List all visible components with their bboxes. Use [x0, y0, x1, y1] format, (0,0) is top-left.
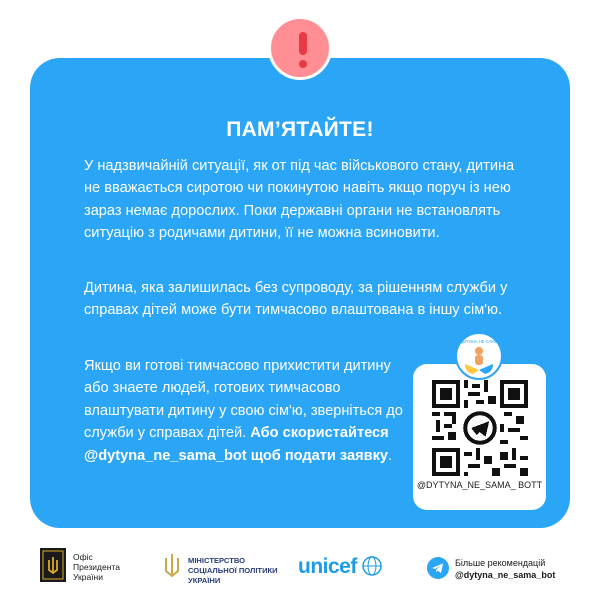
alert-icon [268, 16, 332, 80]
paragraph-3-bold: Або скористайтеся @dytyna_ne_sama_bot щоб подати заявку [84, 425, 389, 464]
presidential-seal-icon [40, 548, 66, 582]
unicef-globe-icon [362, 556, 382, 576]
unicef-label: unicef [298, 555, 357, 578]
paragraph-3-text: Якщо ви готові тимчасово прихистити дитину або знаете людей, готових тимчасово влаштувати дитину у свою сім'ю, зверніться до служби у справах дітей. [84, 358, 403, 442]
paragraph-2: Дитина, яка залишилась без супроводу, за рішенням служби у справах дітей може бути тимчасово влаштована в іншу сім'ю. [84, 280, 508, 319]
telegram-icon[interactable] [427, 557, 449, 584]
paragraph-3-end: . [388, 447, 393, 464]
unicef-logo [298, 555, 382, 579]
page-title: ПАМ’ЯТАЙТЕ! [226, 118, 374, 141]
ministry-logo [163, 551, 181, 586]
trident-icon [163, 551, 181, 581]
ministry-label: МІНІСТЕРСТВО СОЦІАЛЬНОЇ ПОЛІТИКИ УКРАЇНИ [188, 556, 278, 585]
paragraph-1: У надзвичайній ситуації, як от під час військового стану, дитина не вважається сиротою чи покинутою навіть якщо поруч із нею зараз немає дорослих. Поки державні органи не встановлять ситуацію з родичами дитини, її не можна всиновити. [84, 158, 515, 242]
qr-card[interactable] [413, 364, 546, 510]
badge-text: ДИТИНА НЕ САМА [460, 339, 498, 344]
paragraph-3 [84, 355, 404, 467]
bot-handle[interactable]: @dytyna_ne_sama_bot [455, 570, 556, 580]
office-label: Офіс Президента України [73, 552, 120, 582]
qr-caption: @DYTYNA_NE_SAMA_ BOTT [416, 480, 543, 490]
qr-code[interactable] [432, 380, 528, 476]
office-logo [40, 548, 66, 587]
more-recommendations[interactable] [455, 557, 585, 581]
child-badge-icon [455, 332, 503, 380]
more-label: Більше рекомендацій [455, 558, 546, 568]
